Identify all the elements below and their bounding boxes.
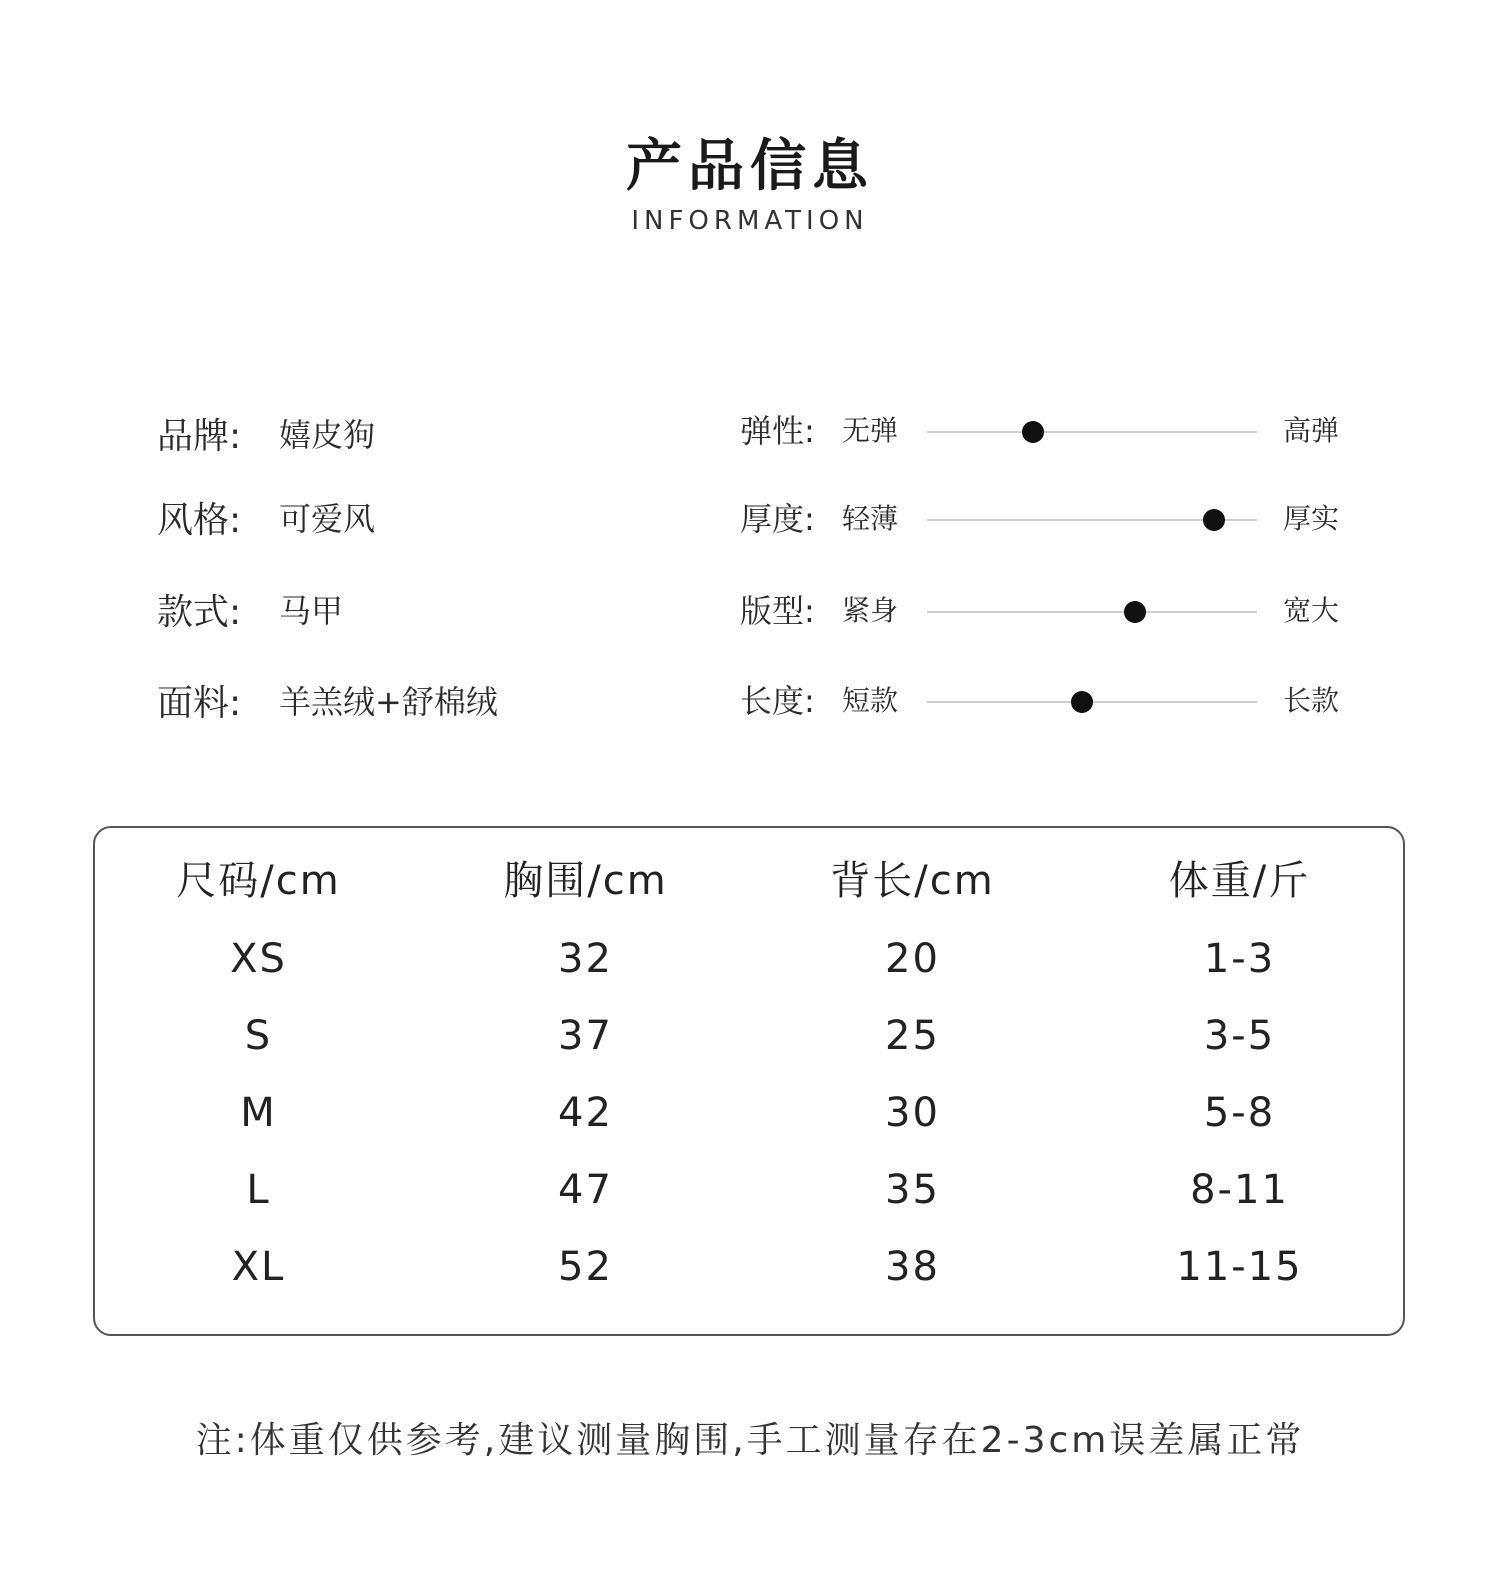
table-header-cell: 背长/cm: [830, 858, 995, 904]
spec-label: 风格:: [157, 499, 242, 541]
scale-track: [927, 611, 1257, 613]
table-cell: L: [246, 1167, 271, 1213]
scale-label: 版型:: [740, 592, 815, 630]
scale-fit: [740, 586, 1360, 636]
table-row: [95, 1078, 1403, 1148]
spec-fabric: [157, 675, 498, 725]
spec-brand: [157, 408, 375, 458]
spec-style: [157, 492, 375, 542]
scale-label: 厚度:: [740, 500, 815, 538]
scale-low-label: 短款: [842, 684, 899, 717]
scale-indicator-dot: [1022, 421, 1044, 443]
scale-track: [927, 701, 1257, 703]
table-cell: S: [244, 1013, 273, 1059]
table-row: [95, 1155, 1403, 1225]
table-cell: 32: [558, 936, 613, 982]
table-cell: XL: [231, 1244, 286, 1290]
table-cell: XS: [230, 936, 287, 982]
spec-label: 面料:: [157, 682, 242, 724]
scale-track: [927, 431, 1257, 433]
table-header-cell: 体重/斤: [1168, 858, 1311, 904]
scale-low-label: 紧身: [842, 594, 899, 627]
scale-label: 弹性:: [740, 412, 815, 450]
scale-length: [740, 676, 1360, 726]
table-header-cell: 胸围/cm: [503, 858, 668, 904]
spec-value: 马甲: [279, 592, 344, 630]
page-title: 产品信息: [626, 134, 874, 199]
spec-type: [157, 584, 343, 634]
table-row: [95, 1001, 1403, 1071]
scale-low-label: 轻薄: [842, 502, 899, 535]
table-cell: 11-15: [1176, 1244, 1303, 1290]
table-cell: 3-5: [1203, 1013, 1276, 1059]
scale-indicator-dot: [1124, 601, 1146, 623]
spec-label: 品牌:: [157, 415, 242, 457]
spec-value: 嬉皮狗: [279, 416, 376, 454]
table-cell: 25: [885, 1013, 940, 1059]
scale-track: [927, 519, 1257, 521]
scale-indicator-dot: [1203, 509, 1225, 531]
spec-value: 羊羔绒+舒棉绒: [279, 683, 498, 721]
spec-value: 可爱风: [279, 500, 376, 538]
scale-high-label: 厚实: [1283, 502, 1340, 535]
scale-label: 长度:: [740, 682, 815, 720]
table-cell: 8-11: [1190, 1167, 1289, 1213]
scale-high-label: 高弹: [1283, 414, 1340, 447]
scale-high-label: 宽大: [1283, 594, 1340, 627]
table-row: [95, 1232, 1403, 1302]
scale-indicator-dot: [1071, 691, 1093, 713]
table-cell: 38: [885, 1244, 940, 1290]
table-cell: 30: [885, 1090, 940, 1136]
scale-high-label: 长款: [1283, 684, 1340, 717]
table-cell: 42: [558, 1090, 613, 1136]
size-table: [93, 826, 1405, 1336]
table-cell: 5-8: [1203, 1090, 1276, 1136]
scale-low-label: 无弹: [842, 414, 899, 447]
scale-thickness: [740, 494, 1360, 544]
table-cell: M: [240, 1090, 277, 1136]
table-cell: 1-3: [1203, 936, 1276, 982]
spec-label: 款式:: [157, 591, 242, 633]
table-header-row: [95, 846, 1403, 916]
table-cell: 20: [885, 936, 940, 982]
table-row: [95, 924, 1403, 994]
scale-elasticity: [740, 406, 1360, 456]
table-header-cell: 尺码/cm: [176, 858, 341, 904]
table-cell: 37: [558, 1013, 613, 1059]
footnote: 注:体重仅供参考,建议测量胸围,手工测量存在2-3cm误差属正常: [195, 1420, 1305, 1461]
table-cell: 52: [558, 1244, 613, 1290]
table-cell: 35: [885, 1167, 940, 1213]
table-cell: 47: [558, 1167, 613, 1213]
page-subtitle: INFORMATION: [631, 206, 869, 236]
